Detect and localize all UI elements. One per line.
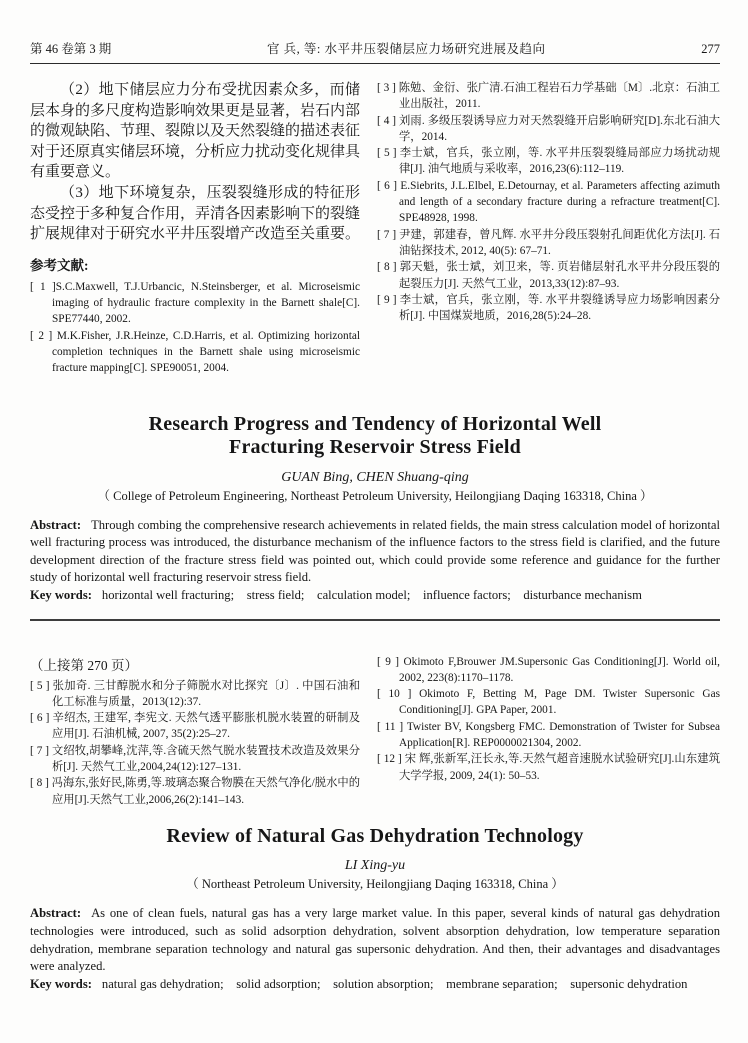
article-divider xyxy=(30,619,720,621)
article2-right-column xyxy=(377,654,720,808)
reference-item: [ 5 ] 李士斌，官兵，张立刚，等. 水平井压裂裂缝局部应力场扰动规律[J]. 油气地质与采收率，2016,23(6):112–119. xyxy=(377,147,720,176)
article1-title xyxy=(30,413,720,460)
running-title: 官 兵, 等: 水平井压裂储层应力场研究进展及趋向 xyxy=(267,42,546,56)
volume-issue: 第 46 卷第 3 期 xyxy=(30,42,112,56)
reference-item: [ 4 ] 刘雨. 多级压裂诱导应力对天然裂缝开启影响研究[D].东北石油大学，2014. xyxy=(377,114,720,143)
article2-authors: LI Xing-yu xyxy=(344,858,406,874)
reference-item: [ 5 ] 张加奇. 三甘醇脱水和分子筛脱水对比探究〔J〕. 中国石油和化工标准与质量，2013(12):37. xyxy=(30,679,360,708)
article1-right-column xyxy=(377,80,720,377)
article1-authors: GUAN Bing, CHEN Shuang-qing xyxy=(281,469,469,485)
reference-item: [ 9 ] Okimoto F,Brouwer JM.Supersonic Gas Conditioning[J]. World oil, 2002, 223(8):1170–1178. xyxy=(377,655,720,684)
article2-left-column xyxy=(30,654,360,808)
article2-title-block xyxy=(30,825,720,893)
article1-abstract xyxy=(30,517,720,587)
reference-item: [ 10 ] Okimoto F, Betting M, Page DM. Twister Supersonic Gas Conditioning[J]. GPA Paper, 2001. xyxy=(377,688,720,717)
page-number: 277 xyxy=(701,42,720,56)
reference-item: [ 12 ] 宋 辉,张新军,汪长永,等.天然气超音速脱水试验研究[J].山东建筑大学学报, 2009, 24(1): 50–53. xyxy=(377,753,720,782)
body-paragraph: （3）地下环境复杂，压裂裂缝形成的特征形态受控于多种复合作用，弄清各因素影响下的裂缝扩展规律对于研究水平井压裂增产改造至关重要。 xyxy=(30,184,361,243)
article1-keywords xyxy=(30,587,720,605)
article2-abstract xyxy=(30,905,720,975)
reference-item: [ 8 ] 冯海东,张好民,陈勇,等.玻璃态聚合物膜在天然气净化/脱水中的应用[J].天然气工业,2006,26(2):141–143. xyxy=(30,777,360,806)
article1-title-block xyxy=(30,413,720,504)
reference-list xyxy=(30,678,360,808)
reference-item: [ 6 ] 辛绍杰, 王建军, 李宪文. 天然气透平膨胀机脱水装置的研制及应用[J]. 石油机械, 2007, 35(2):25–27. xyxy=(30,712,360,741)
reference-item: [ 7 ] 尹建，郭建春，曾凡辉. 水平井分段压裂射孔间距优化方法[J]. 石油钻探技术, 2012, 40(5): 67–71. xyxy=(377,228,720,257)
reference-item: [ 1 ]S.C.Maxwell, T.J.Urbancic, N.Steinsberger, et al. Microseismic imaging of hydraulic fracture complexity in the Barnett shale[C]. SPE77440, 2002. xyxy=(30,280,360,326)
reference-item: [ 7 ] 文绍牧,胡攀峰,沈萍,等.含硫天然气脱水装置技术改造及效果分析[J]. 天然气工业,2004,24(12):127–131. xyxy=(30,744,360,773)
abstract-text: Through combing the comprehensive research achievements in related fields, the main stress calculation model of horizontal well fracturing process was introduced, the disturbance mechanism of the influence factors to the stress field is clarified, and the future development direction of the fracture stress field was pointed out, which could provide some reference and guidance for the further study of horizontal well fracturing reservoir stress field. xyxy=(30,517,720,585)
reference-list xyxy=(30,279,360,377)
keywords-label: Key words: xyxy=(30,587,92,602)
article1-abstract-block xyxy=(30,517,720,605)
keywords-label: Key words: xyxy=(30,976,92,991)
abstract-text: As one of clean fuels, natural gas has a very large market value. In this paper, several kinds of natural gas dehydration technologies were introduced, such as solid adsorption dehydration, solvent absorption dehydration, low temperature separation dehydration, membrane separation technology and natural gas supersonic dehydration. And then, their advantages and disadvantages were analyzed. xyxy=(30,906,720,974)
continued-from-note: （上接第 270 页） xyxy=(30,657,138,673)
article2-columns xyxy=(30,654,720,808)
title-line-2: Fracturing Reservoir Stress Field xyxy=(229,436,521,459)
reference-list xyxy=(377,80,720,324)
article2-affiliation: （ Northeast Petroleum University, Heilongjiang Daqing 163318, China ） xyxy=(186,877,564,892)
article1-columns xyxy=(30,80,720,377)
reference-list xyxy=(377,654,720,784)
abstract-label: Abstract: xyxy=(30,517,82,532)
keywords-text: natural gas dehydration; solid adsorption; solution absorption; membrane separation; supersonic dehydration xyxy=(101,976,688,991)
article1-left-column xyxy=(30,80,360,377)
article1-affiliation: （ College of Petroleum Engineering, Northeast Petroleum University, Heilongjiang Daqing 163318, China ） xyxy=(97,488,653,503)
reference-item: [ 9 ] 李士斌，官兵，张立刚，等. 水平井裂缝诱导应力场影响因素分析[J]. 中国煤炭地质，2016,28(5):24–28. xyxy=(377,293,720,323)
abstract-label: Abstract: xyxy=(30,906,82,921)
reference-item: [ 2 ] M.K.Fisher, J.R.Heinze, C.D.Harris, et al. Optimizing horizontal completion techniques in the Barnett shale using microseismic fracture mapping[C]. SPE90051, 2004. xyxy=(30,329,360,375)
references-heading: 参考文献: xyxy=(30,257,89,273)
article2-keywords xyxy=(30,976,720,994)
article2-title: Review of Natural Gas Dehydration Technology xyxy=(166,824,584,847)
reference-item: [ 8 ] 郭天魁，张士斌，刘卫来，等. 页岩储层射孔水平井分段压裂的起裂压力[J]. 天然气工业，2013,33(12):87–93. xyxy=(377,261,720,290)
reference-item: [ 11 ] Twister BV, Kongsberg FMC. Demonstration of Twister for Subsea Application[R]. REP0000021304, 2002. xyxy=(377,720,720,749)
keywords-text: horizontal well fracturing; stress field; calculation model; influence factors; disturbance mechanism xyxy=(101,587,642,602)
title-line-1: Research Progress and Tendency of Horizontal Well xyxy=(148,412,602,435)
reference-item: [ 6 ] E.Siebrits, J.L.Elbel, E.Detournay, et al. Parameters affecting azimuth and length of a secondary fracture during a refracture treatment[C]. SPE48928, 1998. xyxy=(377,179,720,225)
article2-abstract-block xyxy=(30,905,720,993)
page-header xyxy=(30,42,720,64)
reference-item: [ 3 ] 陈勉、金衍、张广清.石油工程岩石力学基础〔M〕.北京：石油工业出版社，2011. xyxy=(377,82,720,111)
body-paragraph: （2）地下储层应力分布受扰因素众多，而储层本身的多尺度构造影响效果更是显著，岩石内部的微观缺陷、节理、裂隙以及天然裂缝的描述表征对于还原真实储层环境，分析应力扰动变化规律具有重要意义。 xyxy=(30,82,361,181)
